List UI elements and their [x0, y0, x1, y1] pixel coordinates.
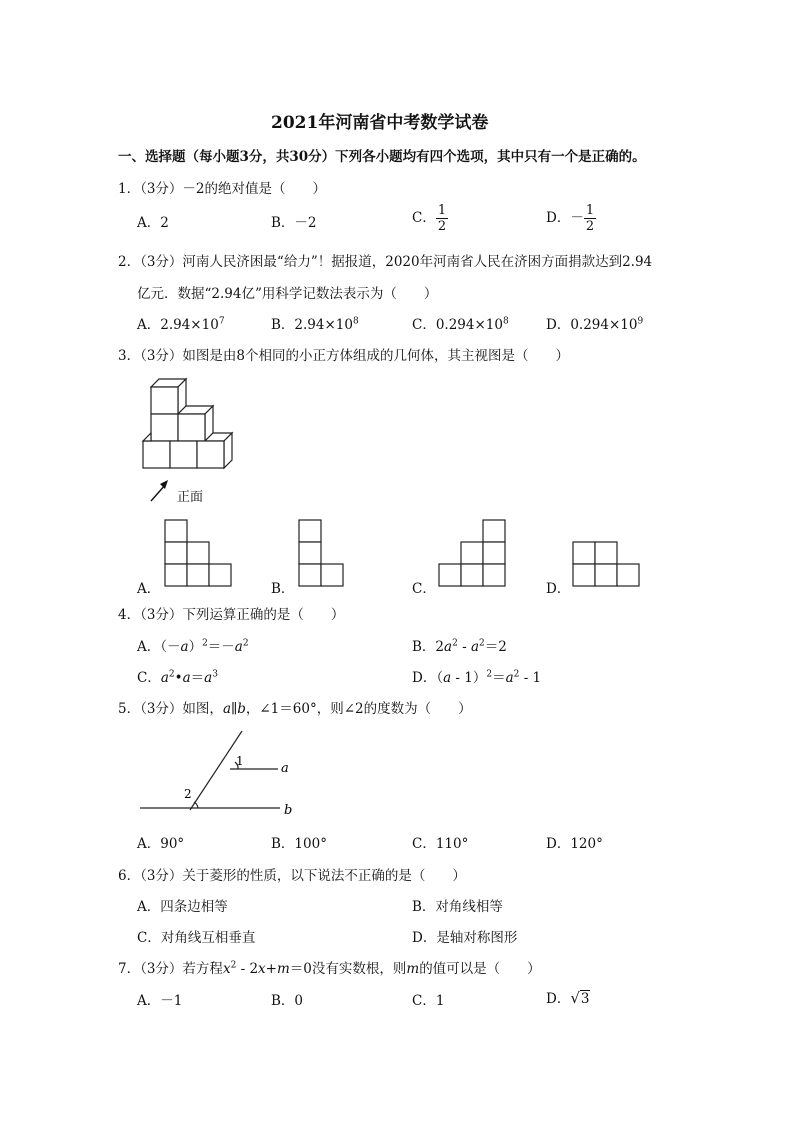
- q1-option-b: B．－2: [271, 215, 317, 231]
- variable: x: [258, 961, 266, 977]
- q7-option-a: A．－1: [137, 993, 183, 1009]
- q3-option-b-label: B．: [271, 581, 295, 597]
- line-b-label: b: [284, 803, 293, 818]
- q5-option-c: C．110°: [412, 836, 469, 852]
- option-text: -: [457, 639, 471, 655]
- option-text: ＝: [190, 670, 205, 686]
- q1-option-c: [412, 203, 448, 234]
- q3-option-c-view: [438, 519, 510, 587]
- question-2-stem-line2: 亿元．数据“2.94亿”用科学记数法表示为（ ）: [137, 286, 438, 302]
- exponent: 2: [486, 669, 493, 680]
- exponent: 2: [230, 960, 237, 971]
- exponent: 2: [202, 638, 208, 649]
- q6-option-a: A．四条边相等: [137, 899, 228, 915]
- q2-option-d: [546, 313, 643, 333]
- section-heading: 一、选择题（每小题3分，共30分）下列各小题均有四个选项，其中只有一个是正确的。: [118, 149, 646, 165]
- variable: a: [444, 639, 453, 655]
- exponent: 8: [502, 316, 509, 327]
- option-text: C．0.294×10: [412, 317, 503, 333]
- q1-option-d-prefix: D．－: [546, 210, 584, 226]
- stem-text: 5．（3分）如图，: [118, 701, 223, 717]
- exponent: 2: [242, 638, 249, 649]
- q6-option-d: D．是轴对称图形: [412, 930, 518, 946]
- q1-option-c-prefix: C．: [412, 210, 436, 226]
- parallel-lines-figure: [138, 728, 308, 820]
- question-1-stem: 1．（3分）－2的绝对值是（ ）: [118, 181, 327, 197]
- variable: a: [182, 670, 191, 686]
- cube-edge: [143, 433, 151, 441]
- q2-option-b: [271, 313, 359, 333]
- option-text: - 1）: [451, 670, 487, 686]
- stem-text: +: [265, 961, 277, 977]
- option-text: ＝2: [484, 639, 507, 655]
- exponent: 2: [479, 638, 485, 649]
- sqrt-sign-icon: √: [570, 989, 580, 1007]
- variable: m: [276, 961, 290, 977]
- question-3-stem: 3．（3分）如图是由8个相同的小正方体组成的几何体，其主视图是（ ）: [118, 348, 570, 364]
- option-text: - 1: [519, 670, 542, 686]
- option-text: ＝－: [207, 639, 235, 655]
- transversal: [190, 731, 242, 810]
- exponent: 2: [452, 638, 458, 649]
- q6-option-c: C．对角线互相垂直: [137, 930, 256, 946]
- option-text: ＝: [492, 670, 506, 686]
- option-text: ）: [188, 639, 203, 655]
- exponent: 2: [168, 669, 175, 680]
- variable: a: [234, 639, 243, 655]
- variable: a: [204, 670, 213, 686]
- question-6-stem: 6．（3分）关于菱形的性质，以下说法不正确的是（ ）: [118, 868, 466, 884]
- variable: a: [470, 639, 480, 655]
- option-text: B．2: [412, 639, 445, 655]
- exponent: 3: [212, 669, 218, 680]
- q4-option-d: [412, 666, 541, 686]
- variable: a: [505, 670, 514, 686]
- option-text: B．2.94×10: [271, 317, 353, 333]
- option-text: •: [174, 670, 183, 686]
- question-7-stem: [118, 957, 541, 977]
- q1-option-d: [546, 203, 596, 234]
- variable: a: [180, 639, 189, 655]
- cube-front-face: [151, 414, 178, 441]
- option-text: C．: [137, 670, 161, 686]
- stem-text: - 2: [236, 961, 259, 977]
- denominator: 2: [585, 219, 595, 234]
- q7-option-c: C．1: [412, 993, 445, 1009]
- q4-option-b: [412, 635, 507, 655]
- q4-option-c: [137, 666, 218, 686]
- variable: x: [222, 961, 231, 977]
- q1-option-c-fraction: [436, 203, 448, 234]
- stem-text: 7．（3分）若方程: [118, 961, 223, 977]
- question-4-stem: 4．（3分）下列运算正确的是（ ）: [118, 607, 345, 623]
- q7-option-b: B．0: [271, 993, 304, 1009]
- option-text: D．: [546, 991, 571, 1007]
- q6-option-b: B．对角线相等: [412, 899, 503, 915]
- q1-option-a: A．2: [137, 215, 169, 231]
- front-view-label: 正面: [177, 490, 204, 505]
- q5-option-b: B．100°: [271, 836, 327, 852]
- cube-front-face: [151, 387, 178, 414]
- q3-option-a-view: [164, 519, 236, 587]
- question-5-stem: [118, 697, 472, 717]
- option-text: A．（－: [137, 639, 181, 655]
- angle-2-arc: [194, 802, 198, 808]
- stem-text: ＝0没有实数根，则: [289, 961, 407, 977]
- denominator: 2: [437, 219, 447, 234]
- line-a-label: a: [281, 761, 289, 776]
- exponent: 9: [637, 316, 644, 327]
- q5-option-d: D．120°: [546, 836, 603, 852]
- cube-front-face: [143, 441, 170, 468]
- cube-stack-figure: [135, 372, 245, 477]
- front-direction-arrow-icon: [148, 478, 172, 504]
- angle-2-label: 2: [184, 787, 192, 801]
- cube-front-face: [170, 441, 197, 468]
- q3-option-b-view: [298, 519, 348, 587]
- q3-option-c-label: C．: [412, 581, 436, 597]
- stem-text: 的值可以是（ ）: [419, 961, 541, 977]
- numerator: 1: [437, 203, 447, 218]
- variable: a∥b: [222, 701, 246, 717]
- exponent: 2: [513, 669, 520, 680]
- q2-option-a: [137, 313, 225, 333]
- question-2-stem-line1: 2．（3分）河南人民济困最“给力”！据报道，2020年河南省人民在济困方面捐款达到2.94: [118, 254, 653, 270]
- stem-text: ，∠1＝60°，则∠2的度数为（ ）: [245, 701, 472, 717]
- page-title: 2021年河南省中考数学试卷: [271, 113, 489, 133]
- variable: m: [406, 961, 420, 977]
- cube-front-face: [178, 414, 205, 441]
- q3-option-d-view: [572, 541, 644, 587]
- angle-1-label: 1: [236, 754, 244, 768]
- q3-option-a-label: A．: [137, 581, 161, 597]
- q2-option-c: [412, 313, 509, 333]
- q3-option-d-label: D．: [546, 581, 571, 597]
- option-text: D．（: [412, 670, 444, 686]
- numerator: 1: [585, 203, 595, 218]
- cube-front-face: [197, 441, 224, 468]
- variable: a: [160, 670, 169, 686]
- q7-option-d: [546, 987, 590, 1007]
- option-text: A．2.94×10: [137, 317, 219, 333]
- q5-option-a: A．90°: [137, 836, 185, 852]
- radicand: 3: [580, 991, 590, 1007]
- option-text: D．0.294×10: [546, 317, 638, 333]
- q1-option-d-fraction: [584, 203, 596, 234]
- exponent: 7: [218, 316, 225, 327]
- exponent: 8: [352, 316, 359, 327]
- variable: a: [443, 670, 452, 686]
- q4-option-a: [137, 635, 249, 655]
